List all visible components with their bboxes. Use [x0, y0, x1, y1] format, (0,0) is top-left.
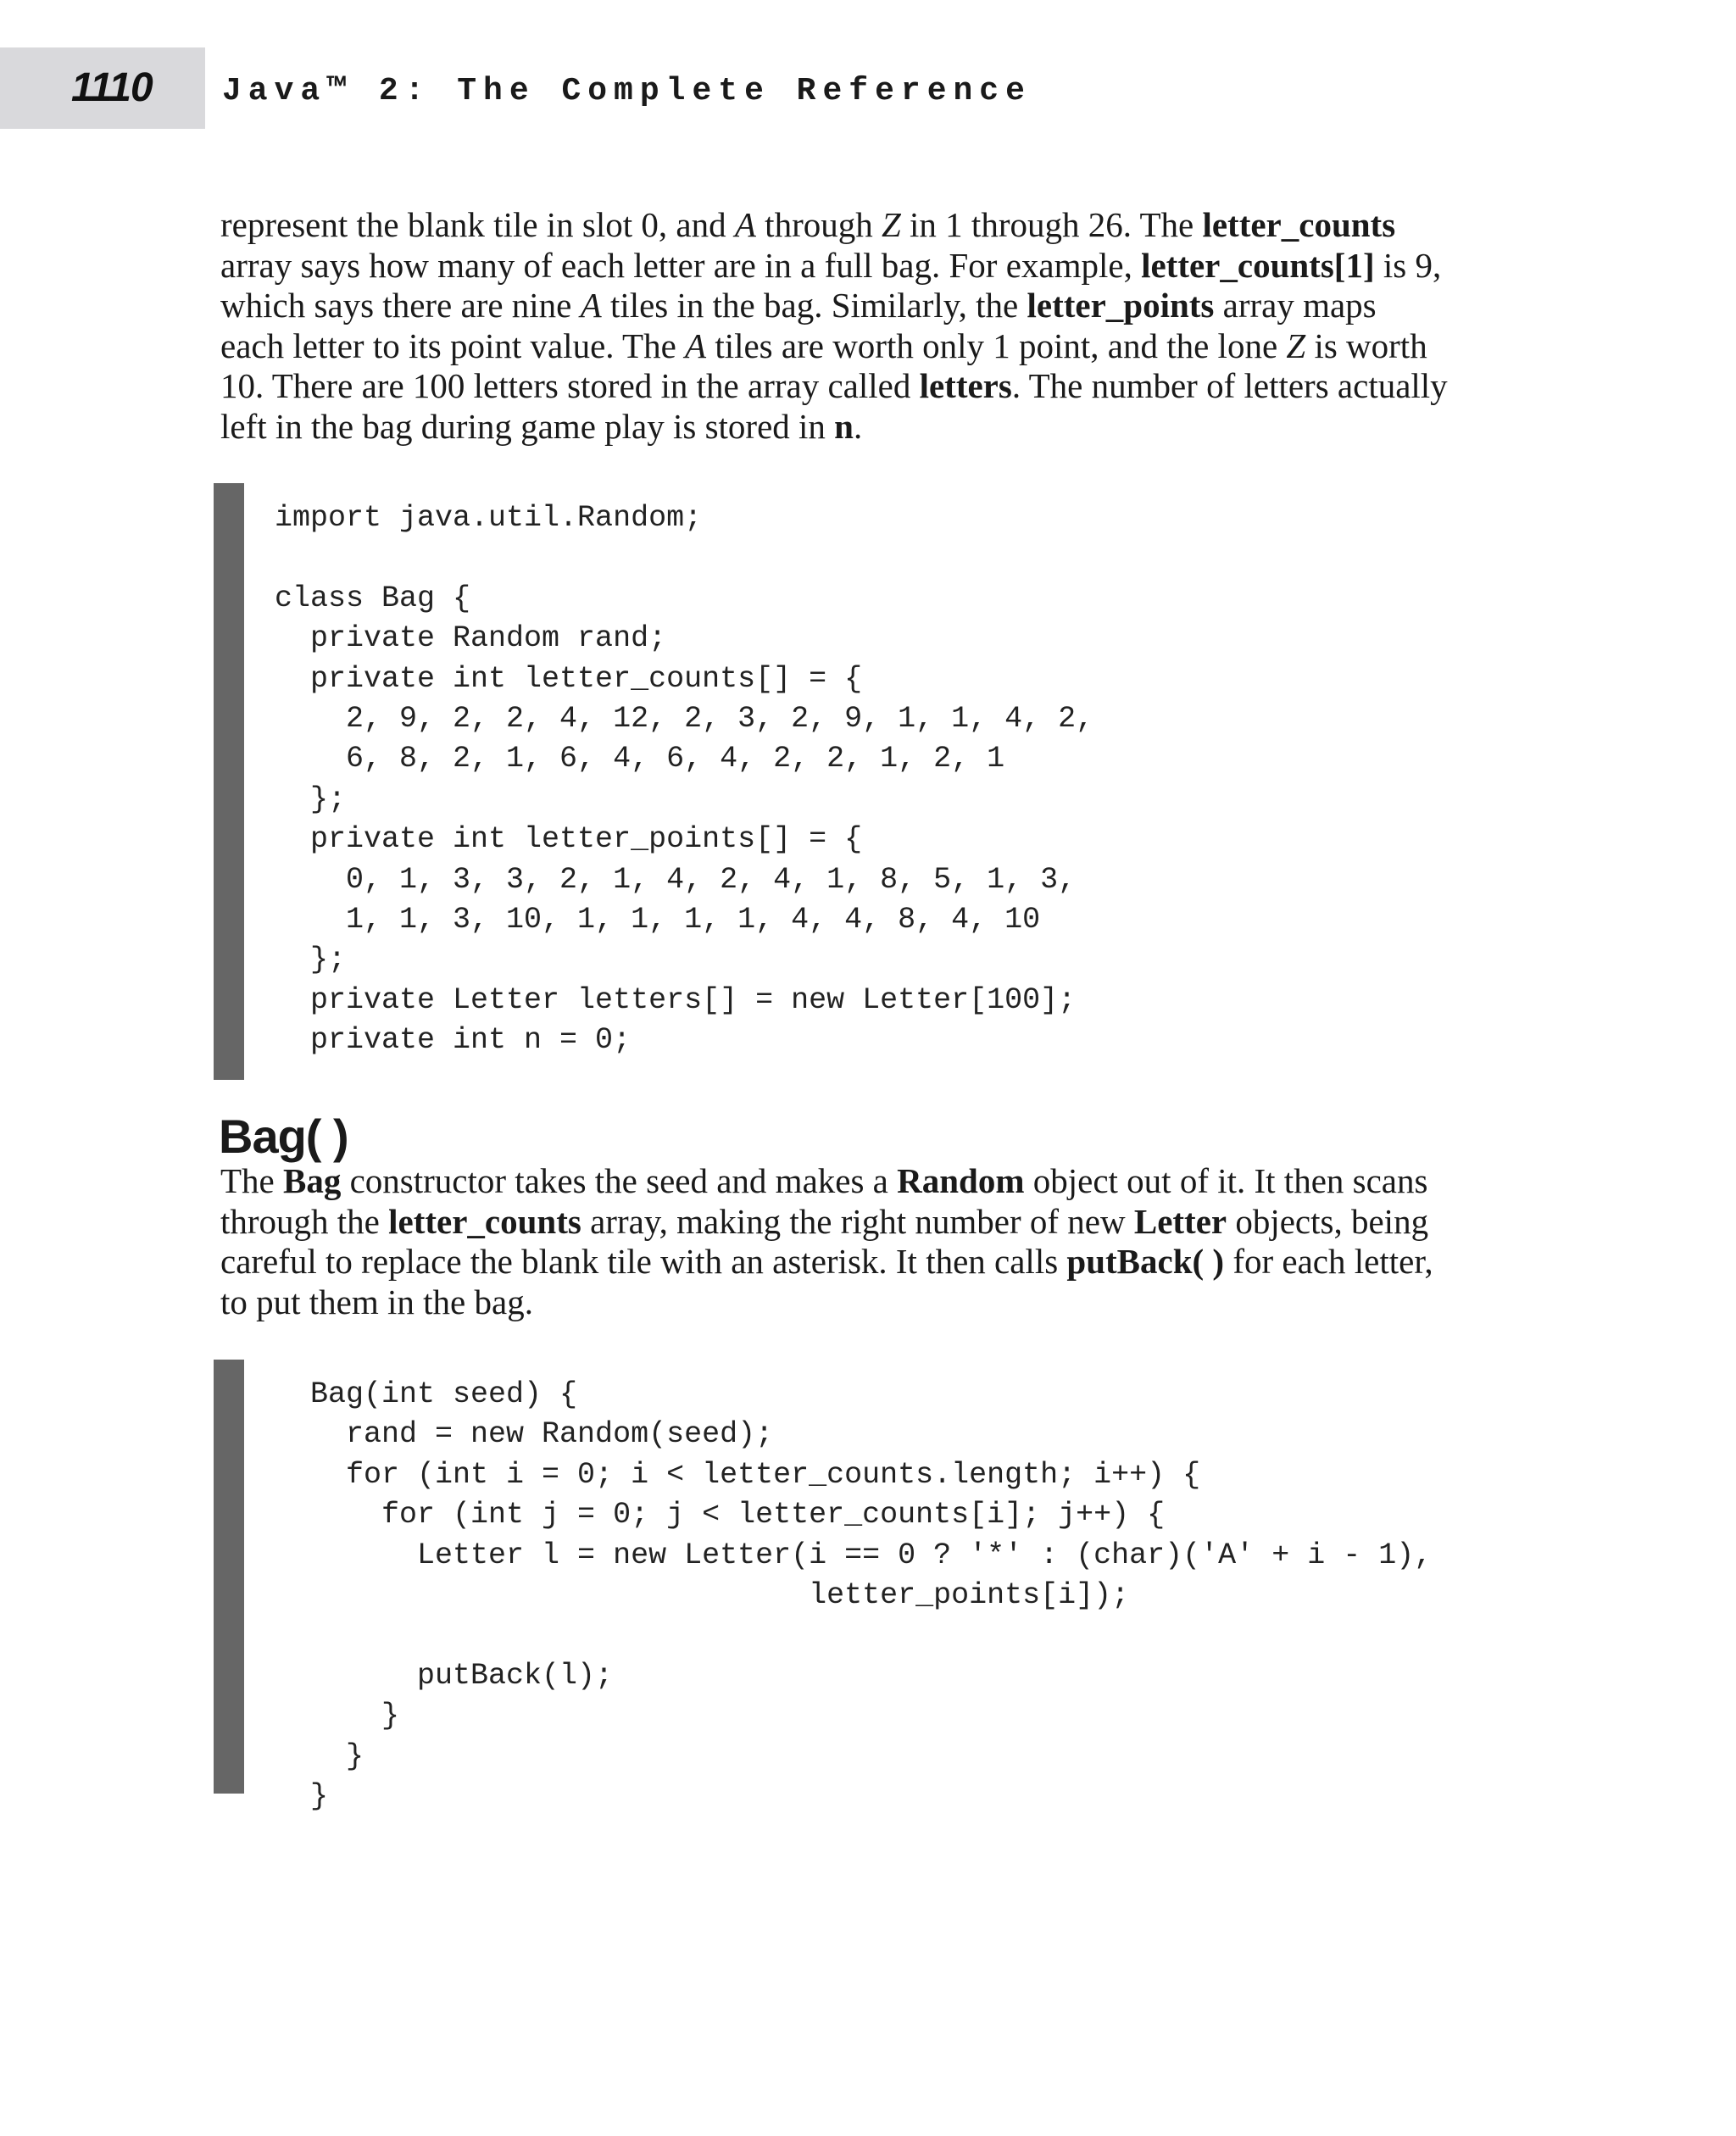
- paragraph-line: [220, 1242, 1526, 1282]
- bold-term: Bag: [283, 1161, 342, 1200]
- italic-term: Z: [881, 205, 901, 244]
- text-run: 10. There are 100 letters stored in the array called: [220, 366, 920, 405]
- text-run: constructor takes the seed and makes a: [341, 1161, 898, 1200]
- paragraph-line: [220, 246, 1526, 286]
- code-line: letter_points[i]);: [275, 1577, 1130, 1612]
- code-line: private int letter_points[] = {: [275, 822, 863, 857]
- code-line: 2, 9, 2, 2, 4, 12, 2, 3, 2, 9, 1, 1, 4, 2,: [275, 701, 1094, 736]
- text-run: to put them in the bag.: [220, 1282, 533, 1321]
- paragraph-line: [220, 366, 1526, 407]
- text-run: array, making the right number of new: [581, 1201, 1134, 1241]
- code-line: Letter l = new Letter(i == 0 ? '*' : (char)('A' + i - 1),: [275, 1538, 1433, 1572]
- running-title: Java™ 2: The Complete Reference: [222, 73, 1032, 109]
- bold-term: Letter: [1133, 1201, 1227, 1241]
- italic-term: A: [580, 286, 602, 325]
- text-run: tiles in the bag. Similarly, the: [601, 286, 1027, 325]
- paragraph-line: [220, 1202, 1526, 1243]
- text-run: each letter to its point value. The: [220, 325, 686, 365]
- code-line: Bag(int seed) {: [275, 1377, 578, 1411]
- code-block-bag-constructor: [275, 1375, 1432, 1816]
- paragraph-line: [220, 326, 1526, 367]
- text-run: represent the blank tile in slot 0, and: [220, 205, 735, 244]
- italic-term: A: [685, 325, 707, 365]
- code-line: 6, 8, 2, 1, 6, 4, 6, 4, 2, 2, 1, 2, 1: [275, 742, 1005, 776]
- bold-term: letter_counts: [1202, 205, 1396, 244]
- constructor-paragraph: [220, 1161, 1526, 1322]
- text-run: object out of it. It then scans: [1024, 1161, 1428, 1200]
- page-number: 1110: [71, 65, 153, 110]
- paragraph-line: [220, 407, 1526, 448]
- code-line: [275, 538, 1093, 578]
- code-line: import java.util.Random;: [275, 501, 703, 535]
- italic-term: A: [734, 205, 756, 244]
- code-line: for (int i = 0; i < letter_counts.length; i++) {: [275, 1457, 1201, 1492]
- code-line: class Bag {: [275, 581, 471, 615]
- code-line: for (int j = 0; j < letter_counts[i]; j++) {: [275, 1498, 1166, 1532]
- text-run: .: [853, 406, 863, 446]
- code-line: private int n = 0;: [275, 1023, 632, 1058]
- code-line: private int letter_counts[] = {: [275, 661, 863, 696]
- code-line: 1, 1, 3, 10, 1, 1, 1, 1, 4, 4, 8, 4, 10: [275, 902, 1041, 937]
- italic-term: Z: [1286, 325, 1306, 365]
- section-heading: Bag( ): [219, 1110, 348, 1163]
- text-run: is 9,: [1374, 245, 1442, 285]
- text-run: through the: [220, 1201, 389, 1241]
- bold-term: Random: [897, 1161, 1025, 1200]
- text-run: in 1 through 26. The: [900, 205, 1203, 244]
- bold-term: putBack( ): [1066, 1242, 1225, 1281]
- code-block-bar: [214, 483, 244, 1080]
- paragraph-line: [220, 205, 1526, 246]
- text-run: array says how many of each letter are in a full bag. For example,: [220, 245, 1142, 285]
- code-line: }: [275, 1778, 329, 1813]
- text-run: tiles are worth only 1 point, and the lone: [706, 325, 1287, 365]
- code-block-bar: [214, 1360, 244, 1794]
- code-line: rand = new Random(seed);: [275, 1417, 774, 1452]
- text-run: is worth: [1305, 325, 1427, 365]
- text-run: . The number of letters actually: [1011, 366, 1448, 405]
- paragraph-line: [220, 1282, 1526, 1323]
- bold-term: letter_counts[1]: [1141, 245, 1375, 285]
- text-run: array maps: [1214, 286, 1377, 325]
- code-line: [275, 1616, 1432, 1655]
- bold-term: letter_points: [1027, 286, 1215, 325]
- bold-term: n: [834, 406, 854, 446]
- bold-term: letter_counts: [388, 1201, 581, 1241]
- code-block-bag-class: [275, 498, 1093, 1060]
- code-line: 0, 1, 3, 3, 2, 1, 4, 2, 4, 1, 8, 5, 1, 3,: [275, 862, 1077, 897]
- code-line: private Random rand;: [275, 621, 667, 656]
- code-line: private Letter letters[] = new Letter[100];: [275, 982, 1077, 1017]
- text-run: careful to replace the blank tile with an asterisk. It then calls: [220, 1242, 1067, 1281]
- intro-paragraph: [220, 205, 1526, 447]
- text-run: which says there are nine: [220, 286, 581, 325]
- paragraph-line: [220, 1161, 1526, 1202]
- code-line: };: [275, 943, 347, 977]
- code-line: };: [275, 782, 347, 816]
- text-run: objects, being: [1227, 1201, 1429, 1241]
- code-line: }: [275, 1699, 400, 1733]
- text-run: The: [220, 1161, 283, 1200]
- paragraph-line: [220, 286, 1526, 326]
- code-line: putBack(l);: [275, 1658, 614, 1693]
- text-run: through: [755, 205, 882, 244]
- code-line: }: [275, 1738, 364, 1773]
- text-run: left in the bag during game play is stored in: [220, 406, 835, 446]
- text-run: for each letter,: [1224, 1242, 1433, 1281]
- bold-term: letters: [919, 366, 1012, 405]
